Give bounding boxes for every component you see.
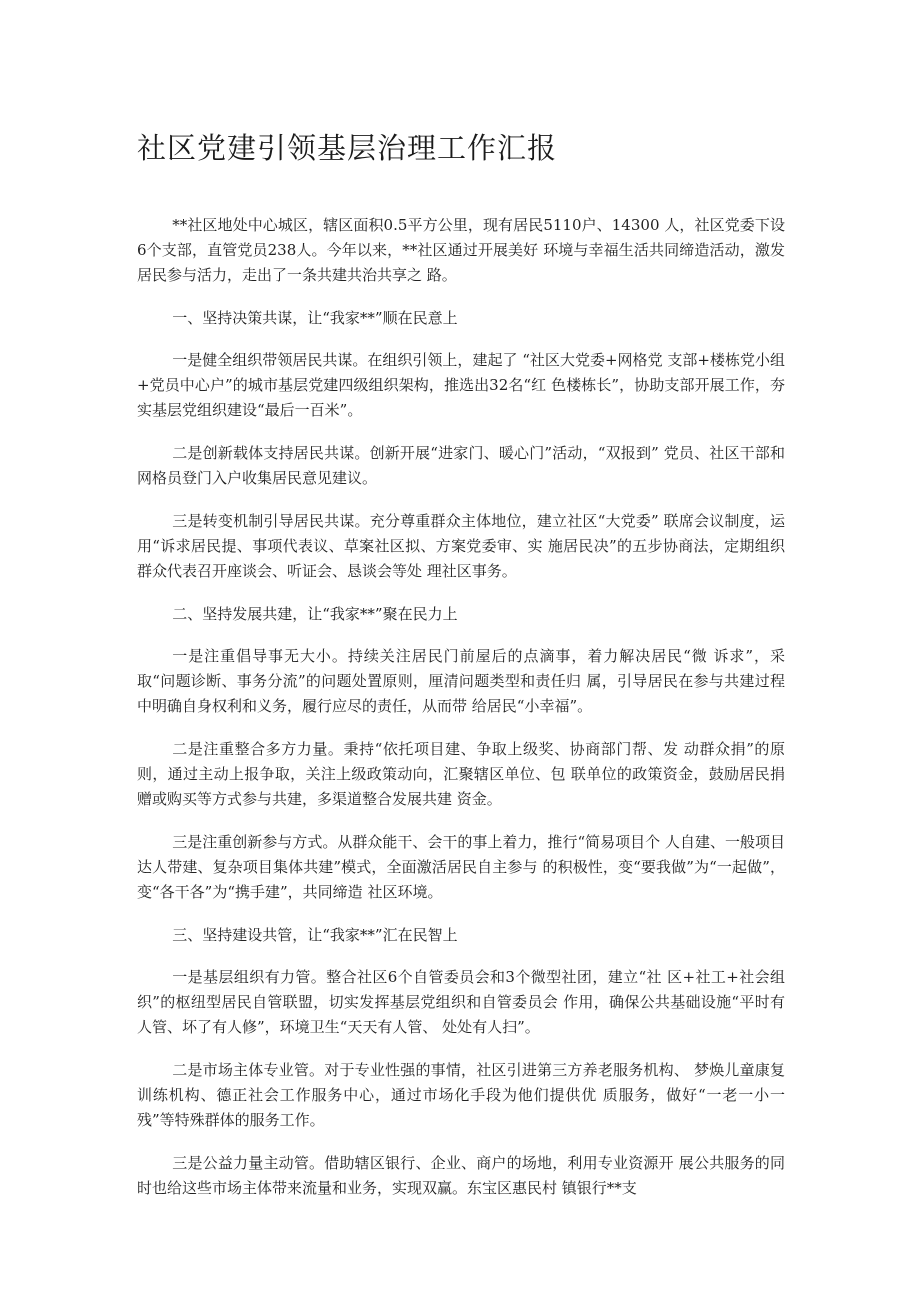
section-heading-1: 一、坚持决策共谋，让“我家**”顺在民意上 [172, 309, 458, 327]
body-paragraph: 二是注重整合多方力量。秉持“依托项目建、争取上级奖、协商部门帮、发 动群众捐”的原则，通过主动上报争取，关注上级政策动向，汇聚辖区单位、包 联单位的政策资金，鼓励居民捐赠或购买等方式参与共建，多渠道整合发展共建 资金。 [137, 740, 785, 808]
body-paragraph: 一是基层组织有力管。整合社区6个自管委员会和3个微型社团，建立“社 区+社工+社会组织”的枢纽型居民自管联盟，切实发挥基层党组织和自管委员会 作用，确保公共基础设施“平时有人管、坏了有人修”，环境卫生“天天有人管、 处处有人扫”。 [137, 968, 785, 1036]
body-paragraph: 三是公益力量主动管。借助辖区银行、企业、商户的场地，利用专业资源开 展公共服务的同时也给这些市场主体带来流量和业务，实现双赢。东宝区惠民村 镇银行**支 [137, 1154, 785, 1197]
body-paragraph: 一是健全组织带领居民共谋。在组织引领上，建起了 “社区大党委+网格党 支部+楼栋党小组+党员中心户”的城市基层党建四级组织架构，推选出32名“红 色楼栋长”，协助支部开展工作，夯实基层党组织建设“最后一百米”。 [137, 351, 785, 419]
section-heading-2: 二、坚持发展共建，让“我家**”聚在民力上 [172, 605, 458, 623]
document-body [137, 213, 785, 1219]
body-paragraph: 二是市场主体专业管。对于专业性强的事情，社区引进第三方养老服务机构、 梦焕儿童康复训练机构、德正社会工作服务中心，通过市场化手段为他们提供优 质服务，做好“一老一小一残”等特殊群体的服务工作。 [137, 1061, 785, 1129]
intro-paragraph: **社区地处中心城区，辖区面积0.5平方公里，现有居民5110户、14300 人，社区党委下设6个支部，直管党员238人。今年以来，**社区通过开展美好 环境与幸福生活共同缔造活动，激发居民参与活力，走出了一条共建共治共享之 路。 [137, 216, 785, 284]
document-title: 社区党建引领基层治理工作汇报 [137, 131, 558, 165]
section-heading-3: 三、坚持建设共管，让“我家**”汇在民智上 [172, 926, 458, 944]
body-paragraph: 一是注重倡导事无大小。持续关注居民门前屋后的点滴事，着力解决居民“微 诉求”，采取“问题诊断、事务分流”的问题处置原则，厘清问题类型和责任归 属，引导居民在参与共建过程中明确自身权利和义务，履行应尽的责任，从而带 给居民“小幸福”。 [137, 647, 785, 715]
body-paragraph: 三是注重创新参与方式。从群众能干、会干的事上着力，推行“简易项目个 人自建、一般项目达人带建、复杂项目集体共建”模式，全面激活居民自主参与 的积极性，变“要我做”为“一起做”，变“各干各”为“携手建”，共同缔造 社区环境。 [137, 833, 785, 901]
body-paragraph: 二是创新载体支持居民共谋。创新开展“进家门、暖心门”活动，“双报到” 党员、社区干部和网格员登门入户收集居民意见建议。 [137, 444, 785, 487]
body-paragraph: 三是转变机制引导居民共谋。充分尊重群众主体地位，建立社区“大党委” 联席会议制度，运用“诉求居民提、事项代表议、草案社区拟、方案党委审、实 施居民决”的五步协商法，定期组织群众代表召开座谈会、听证会、恳谈会等处 理社区事务。 [137, 512, 785, 580]
